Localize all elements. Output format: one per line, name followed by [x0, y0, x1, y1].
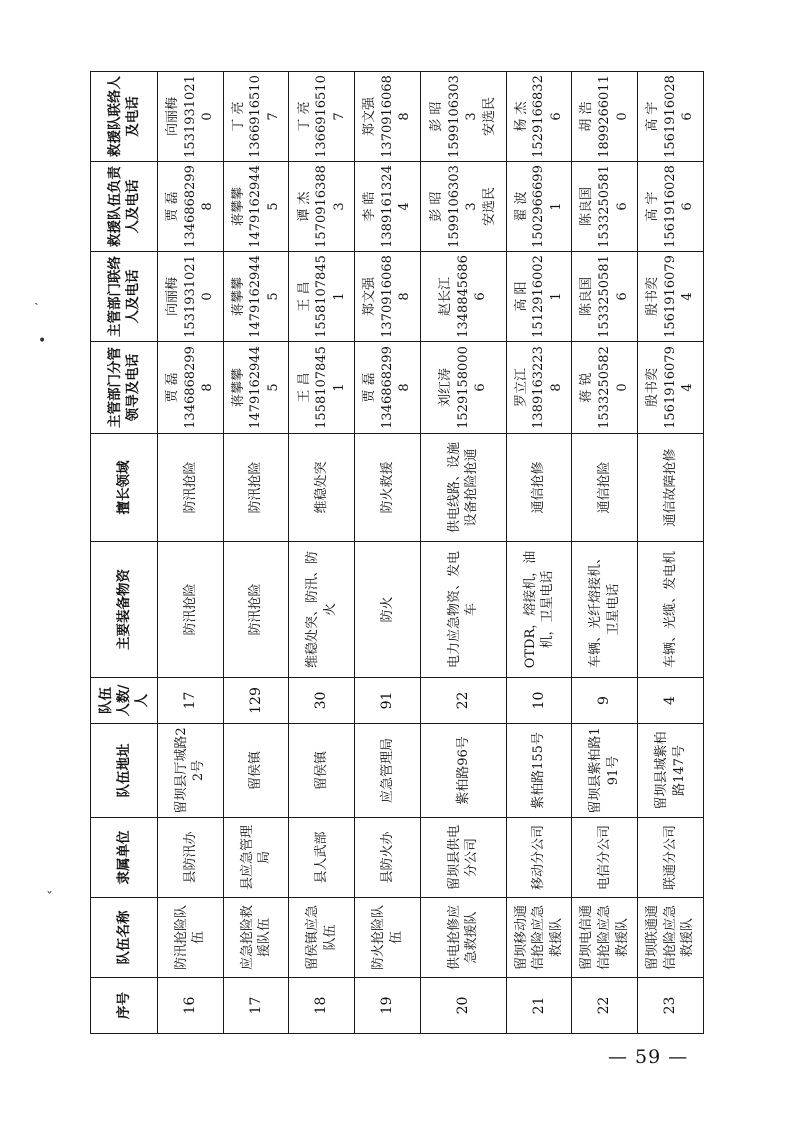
team-liaison-contact-line: 高 宇 — [645, 101, 661, 132]
dept-liaison-contact-cell — [506, 252, 572, 342]
specialty-field-cell: 防火救援 — [355, 434, 421, 542]
dept-liaison-contact-line: 15319310210 — [182, 255, 216, 338]
team-head-contact-line: 贾 磊 — [165, 191, 181, 222]
main-equipment-cell: 电力应急物资、发电车 — [420, 542, 506, 678]
team-liaison-contact-line: 向丽梅 — [165, 97, 181, 137]
team-liaison-contact-line: 丁 亮 — [230, 101, 246, 132]
dept-leader-contact-cell — [355, 342, 421, 434]
team-name-cell: 防汛抢险队伍 — [158, 898, 224, 978]
dept-liaison-contact-cell — [638, 252, 704, 342]
dept-leader-contact-cell — [420, 342, 506, 434]
table-row — [420, 72, 506, 1034]
dept-liaison-contact-line: 郑文强 — [362, 277, 378, 317]
dept-leader-contact-cell — [572, 342, 638, 434]
team-liaison-contact-line: 彭 昭 — [429, 101, 445, 132]
specialty-field-cell: 防汛抢险 — [158, 434, 224, 542]
dept-liaison-contact-cell — [355, 252, 421, 342]
team-size-cell: 22 — [420, 678, 506, 724]
team-head-contact-cell — [223, 162, 289, 252]
page-number: — 59 — — [608, 1046, 689, 1068]
table-row — [506, 72, 572, 1034]
dept-liaison-contact-line: 陈良国 — [579, 277, 595, 317]
dept-liaison-contact-line: 高 阳 — [513, 281, 529, 312]
main-equipment-cell: 防汛抢险 — [223, 542, 289, 678]
team-head-contact-line: 15709163883 — [314, 165, 347, 248]
dept-leader-contact-line: 贾 磊 — [165, 372, 181, 403]
main-equipment-cell: OTDR，熔接机，油机，卫星电话 — [506, 542, 572, 678]
team-address-cell: 留坝县紫柏路191号 — [572, 724, 638, 818]
emergency-teams-table — [90, 71, 704, 1034]
team-liaison-contact-cell — [506, 72, 572, 162]
dept-liaison-contact-line: 15619160794 — [662, 255, 696, 338]
dept-leader-contact-line: 15619160794 — [662, 346, 696, 429]
team-liaison-contact-line: 丁 亮 — [296, 101, 312, 132]
team-liaison-contact-line: 13669165107 — [314, 75, 347, 158]
team-liaison-contact-cell — [223, 72, 289, 162]
column-header: 队伍人数/人 — [91, 678, 158, 724]
team-liaison-contact-line: 安选民 — [481, 97, 497, 137]
dept-leader-contact-line: 14791629445 — [248, 346, 281, 429]
dept-leader-contact-line: 15581078451 — [314, 346, 347, 429]
team-liaison-contact-cell — [638, 72, 704, 162]
dept-leader-contact-line: 殷书奕 — [645, 368, 661, 408]
dept-leader-contact-line: 贾 磊 — [362, 372, 378, 403]
team-address-cell: 留侯镇 — [289, 724, 355, 818]
row-number-cell: 19 — [355, 978, 421, 1034]
dept-liaison-contact-line: 15581078451 — [314, 255, 347, 338]
row-number-cell: 21 — [506, 978, 572, 1034]
team-head-contact-line: 陈良国 — [579, 187, 595, 227]
column-header: 队伍名称 — [91, 898, 158, 978]
team-liaison-contact-line: 郑文强 — [362, 97, 378, 137]
team-name-cell: 供电抢修应急救援队 — [420, 898, 506, 978]
specialty-field-cell: 供电线路、设施设备抢险抢通 — [420, 434, 506, 542]
scan-mark: ˎ — [34, 290, 39, 306]
dept-liaison-contact-line: 殷书奕 — [645, 277, 661, 317]
table-row — [638, 72, 704, 1034]
dept-leader-contact-line: 蒋 锐 — [579, 372, 595, 403]
affiliated-unit-cell: 电信分公司 — [572, 818, 638, 898]
team-liaison-contact-line: 15991063033 — [446, 75, 480, 158]
dept-liaison-contact-line: 15332505816 — [597, 255, 630, 338]
team-liaison-contact-line: 13709160688 — [379, 75, 413, 158]
dept-leader-contact-line: 刘红涛 — [437, 368, 453, 408]
team-size-cell: 4 — [638, 678, 704, 724]
dept-leader-contact-line: 13891632238 — [531, 346, 564, 429]
dept-leader-contact-line: 蒋攀攀 — [230, 368, 246, 408]
team-head-contact-cell — [572, 162, 638, 252]
dept-leader-contact-line: 15291580006 — [455, 346, 489, 429]
specialty-field-cell: 通信抢险 — [572, 434, 638, 542]
team-address-cell: 紫柏路155号 — [506, 724, 572, 818]
dept-leader-contact-line: 13468682998 — [379, 346, 413, 429]
row-number-cell: 20 — [420, 978, 506, 1034]
team-head-contact-line: 15991063033 — [446, 165, 480, 248]
affiliated-unit-cell: 县防汛办 — [158, 818, 224, 898]
affiliated-unit-cell: 移动分公司 — [506, 818, 572, 898]
dept-leader-contact-cell — [289, 342, 355, 434]
dept-liaison-contact-cell — [223, 252, 289, 342]
dept-leader-contact-cell — [506, 342, 572, 434]
scan-mark: • — [38, 333, 47, 349]
specialty-field-cell: 防汛抢险 — [223, 434, 289, 542]
dept-liaison-contact-line: 15129160021 — [531, 255, 564, 338]
team-liaison-contact-line: 15619160286 — [662, 75, 696, 158]
team-size-cell: 30 — [289, 678, 355, 724]
column-header: 序号 — [91, 978, 158, 1034]
team-head-contact-line: 彭 昭 — [429, 191, 445, 222]
dept-leader-contact-line: 15332505820 — [597, 346, 630, 429]
team-head-contact-cell — [420, 162, 506, 252]
column-header: 主要装备物资 — [91, 542, 158, 678]
dept-liaison-contact-line: 14791629445 — [248, 255, 281, 338]
row-number-cell: 16 — [158, 978, 224, 1034]
team-size-cell: 91 — [355, 678, 421, 724]
dept-leader-contact-line: 罗立江 — [513, 368, 529, 408]
dept-leader-contact-cell — [638, 342, 704, 434]
main-equipment-cell: 车辆、光缆、发电机 — [638, 542, 704, 678]
team-head-contact-cell — [355, 162, 421, 252]
dept-liaison-contact-cell — [572, 252, 638, 342]
team-head-contact-line: 15029666991 — [531, 165, 564, 248]
table-row — [572, 72, 638, 1034]
team-head-contact-line: 翟 波 — [513, 191, 529, 222]
dept-liaison-contact-cell — [289, 252, 355, 342]
row-number-cell: 23 — [638, 978, 704, 1034]
specialty-field-cell: 通信故障抢修 — [638, 434, 704, 542]
column-header: 主管部门分管领导及电话 — [91, 342, 158, 434]
row-number-cell: 22 — [572, 978, 638, 1034]
dept-liaison-contact-line: 赵长江 — [437, 277, 453, 317]
team-liaison-contact-line: 15319310210 — [182, 75, 216, 158]
column-header: 队伍地址 — [91, 724, 158, 818]
table-row — [223, 72, 289, 1034]
team-name-cell: 防火抢险队伍 — [355, 898, 421, 978]
team-size-cell: 10 — [506, 678, 572, 724]
specialty-field-cell: 通信抢修 — [506, 434, 572, 542]
team-liaison-contact-line: 13669165107 — [248, 75, 281, 158]
team-head-contact-cell — [289, 162, 355, 252]
team-head-contact-line: 安选民 — [481, 187, 497, 227]
dept-leader-contact-cell — [223, 342, 289, 434]
team-liaison-contact-line: 18992660110 — [597, 75, 630, 158]
team-liaison-contact-line: 杨 杰 — [513, 101, 529, 132]
main-equipment-cell: 防汛抢险 — [158, 542, 224, 678]
specialty-field-cell: 维稳处突 — [289, 434, 355, 542]
dept-leader-contact-line: 王 昌 — [296, 372, 312, 403]
team-address-cell: 留坝县城紫柏路147号 — [638, 724, 704, 818]
row-number-cell: 17 — [223, 978, 289, 1034]
team-address-cell: 留侯镇 — [223, 724, 289, 818]
affiliated-unit-cell: 联通分公司 — [638, 818, 704, 898]
team-liaison-contact-line: 胡 浩 — [579, 101, 595, 132]
team-head-contact-cell — [506, 162, 572, 252]
dept-liaison-contact-line: 13488456866 — [455, 255, 489, 338]
affiliated-unit-cell: 县应急管理局 — [223, 818, 289, 898]
team-address-cell: 应急管理局 — [355, 724, 421, 818]
column-header: 救援队伍负责人及电话 — [91, 162, 158, 252]
team-head-contact-line: 15332505816 — [597, 165, 630, 248]
team-head-contact-line: 15619160286 — [662, 165, 696, 248]
table-row — [158, 72, 224, 1034]
team-liaison-contact-cell — [420, 72, 506, 162]
dept-leader-contact-line: 13468682998 — [182, 346, 216, 429]
affiliated-unit-cell: 县人武部 — [289, 818, 355, 898]
dept-liaison-contact-line: 向丽梅 — [165, 277, 181, 317]
table-row — [289, 72, 355, 1034]
team-address-cell: 留坝县厅城路22号 — [158, 724, 224, 818]
dept-liaison-contact-cell — [420, 252, 506, 342]
team-name-cell: 留坝移动通信抢险应急救援队 — [506, 898, 572, 978]
rotated-table-container — [90, 75, 704, 1034]
main-equipment-cell: 防火 — [355, 542, 421, 678]
team-address-cell: 紫柏路96号 — [420, 724, 506, 818]
main-equipment-cell: 维稳处突、防汛、防火 — [289, 542, 355, 678]
main-equipment-cell: 车辆、光纤熔接机、卫星电话 — [572, 542, 638, 678]
team-liaison-contact-cell — [355, 72, 421, 162]
team-size-cell: 129 — [223, 678, 289, 724]
table-header-row — [91, 72, 158, 1034]
team-head-contact-cell — [638, 162, 704, 252]
scan-mark: ˇ — [46, 890, 53, 906]
row-number-cell: 18 — [289, 978, 355, 1034]
dept-liaison-contact-line: 蒋攀攀 — [230, 277, 246, 317]
team-head-contact-line: 高 宇 — [645, 191, 661, 222]
team-head-contact-line: 谭 杰 — [296, 191, 312, 222]
team-name-cell: 留坝联通通信抢险应急救援队 — [638, 898, 704, 978]
team-head-contact-line: 13468682998 — [182, 165, 216, 248]
team-liaison-contact-cell — [572, 72, 638, 162]
team-size-cell: 17 — [158, 678, 224, 724]
team-liaison-contact-line: 15291668326 — [531, 75, 564, 158]
team-name-cell: 留侯镇应急队伍 — [289, 898, 355, 978]
team-head-contact-line: 李 皓 — [362, 191, 378, 222]
team-name-cell: 应急抢险救援队伍 — [223, 898, 289, 978]
column-header: 救援队联络人及电话 — [91, 72, 158, 162]
team-head-contact-line: 13891613244 — [379, 165, 413, 248]
dept-liaison-contact-cell — [158, 252, 224, 342]
dept-leader-contact-cell — [158, 342, 224, 434]
team-size-cell: 9 — [572, 678, 638, 724]
affiliated-unit-cell: 县防火办 — [355, 818, 421, 898]
team-head-contact-line: 14791629445 — [248, 165, 281, 248]
team-name-cell: 留坝电信通信抢险应急救援队 — [572, 898, 638, 978]
team-head-contact-cell — [158, 162, 224, 252]
team-liaison-contact-cell — [289, 72, 355, 162]
table-row — [355, 72, 421, 1034]
dept-liaison-contact-line: 13709160688 — [379, 255, 413, 338]
column-header: 隶属单位 — [91, 818, 158, 898]
team-head-contact-line: 蒋攀攀 — [230, 187, 246, 227]
column-header: 主管部门联络人及电话 — [91, 252, 158, 342]
column-header: 擅长领域 — [91, 434, 158, 542]
affiliated-unit-cell: 留坝县供电分公司 — [420, 818, 506, 898]
dept-liaison-contact-line: 王 昌 — [296, 281, 312, 312]
team-liaison-contact-cell — [158, 72, 224, 162]
